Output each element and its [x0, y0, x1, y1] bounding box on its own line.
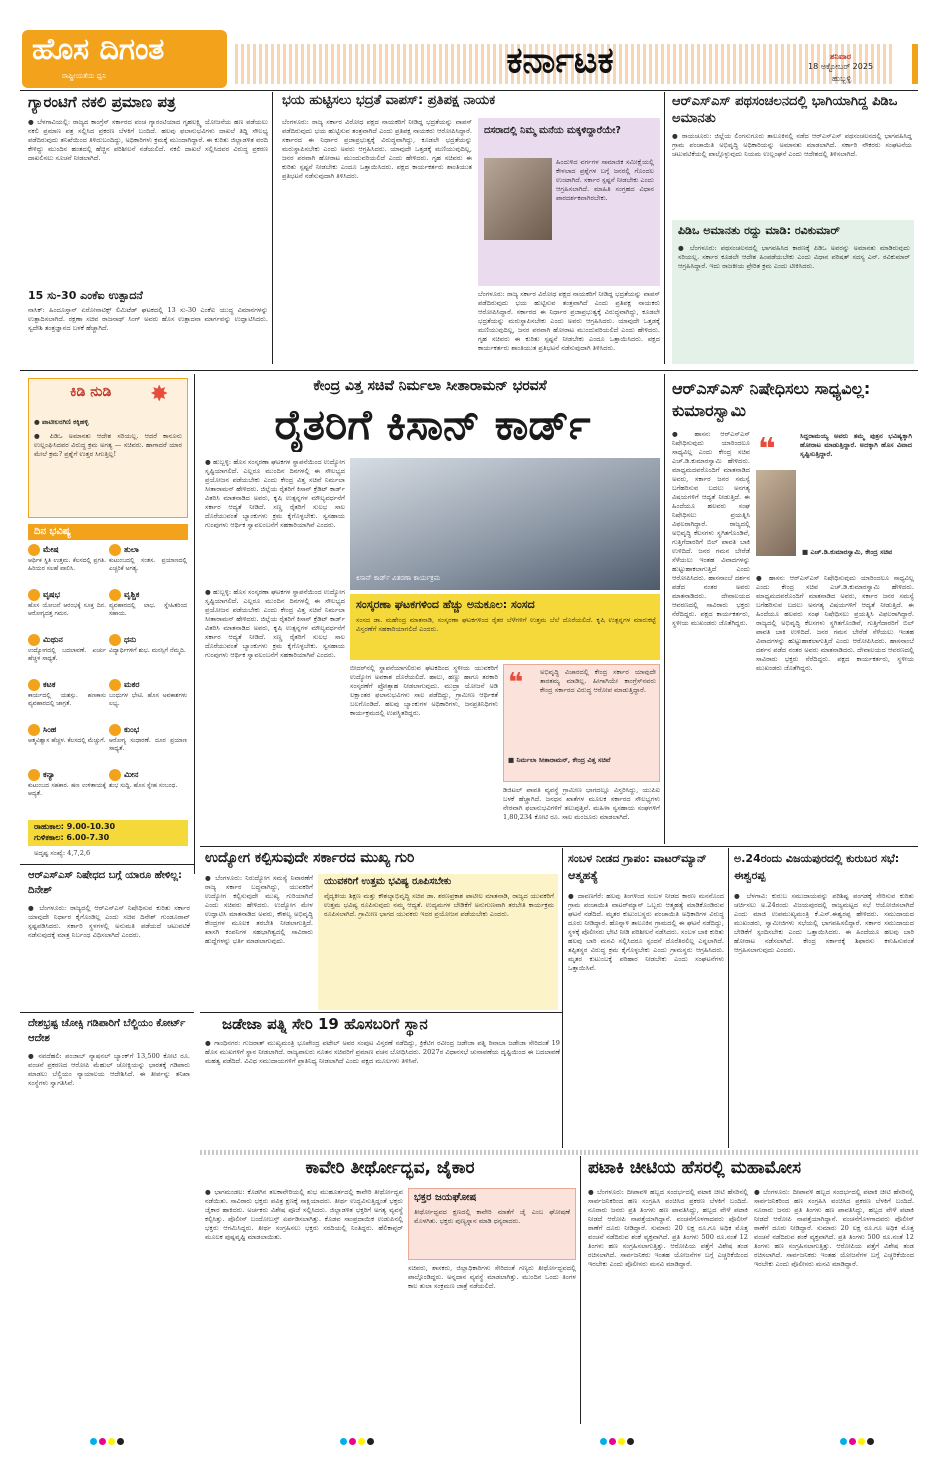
kuruba-body: ● ಬೆಳಗಾವಿ: ಕುರುಬ ಸಮುದಾಯವನ್ನು ಪರಿಶಿಷ್ಟ ಪಂಗಡಕ್ಕೆ ಸೇರಿಸುವ ಕುರಿತು ಚರ್ಚಿಸಲು ಅ.24ರಂದು ವಿಜಯಪುರದಲ್ಲಿ ರಾಜ್ಯಮಟ್ಟದ ಸಭೆ ಆಯೋಜಿಸಲಾಗಿದೆ ಎಂದು ಮಾಜಿ ಉಪಮುಖ್ಯಮಂತ್ರಿ ಕೆ.ಎಸ್.ಈಶ್ವರಪ್ಪ ಹೇಳಿದರು. ಸಮುದಾಯದ ಮುಖಂಡರು, ಸ್ವಾಮೀಜಿಗಳು ಸಭೆಯಲ್ಲಿ ಭಾಗವಹಿಸಲಿದ್ದಾರೆ. ಸರ್ಕಾರ ಸಮುದಾಯದ ಬೇಡಿಕೆಗೆ ಸ್ಪಂದಿಸಬೇಕು ಎಂದು ಒತ್ತಾಯಿಸಿದರು. ಈ ಹಿಂದೆಯೂ ಹಲವು ಬಾರಿ ಹೋರಾಟ ನಡೆಸಲಾಗಿದೆ. ಕೇಂದ್ರ ಸರ್ಕಾರಕ್ಕೆ ಶಿಫಾರಸು ಕಳುಹಿಸುವಂತೆ ಆಗ್ರಹಿಸಲಾಗುವುದು ಎಂದರು.: [734, 892, 914, 954]
divider: [562, 848, 563, 1148]
registration-dot: [117, 1438, 124, 1445]
sign-name: ಮೀನ: [124, 770, 139, 779]
story-su30-body: ನಾಸಿಕ್: ಹಿಂದೂಸ್ತಾನ್ ಏರೋನಾಟಿಕ್ಸ್ ಲಿಮಿಟೆಡ್ ಘಟಕದಲ್ಲಿ 13 ಸು-30 ಎಂಕೆಐ ಯುದ್ಧ ವಿಮಾನಗಳನ್ನು ಉತ್ಪಾದಿಸಲಾಗಿದೆ. ರಕ್ಷಣಾ ಸಚಿವ ರಾಜನಾಥ್ ಸಿಂಗ್ ಅವರು ಹೊಸ ಉತ್ಪಾದನಾ ಮಾರ್ಗವನ್ನು ಉದ್ಘಾಟಿಸಿದರು. ಸ್ವದೇಶಿ ತಂತ್ರಜ್ಞಾನದ ಬಳಕೆ ಹೆಚ್ಚಾಗಿದೆ.: [28, 306, 268, 332]
sign-text: ಕಾರ್ಯದಲ್ಲಿ ಯಶಸ್ಸು. ಹಣಕಾಸು ವ್ಯವಹಾರದಲ್ಲಿ ಜಾಗ್ರತೆ.: [28, 692, 106, 707]
horoscope-sign: [109, 724, 187, 768]
sign-name: ಕಟಕ: [43, 680, 56, 689]
kumaraswamy-photo: [756, 470, 796, 556]
zodiac-icon: [28, 724, 40, 736]
headline-jadeja: ಜಡೇಜಾ ಪತ್ನಿ ಸೇರಿ 19 ಹೊಸಬರಿಗೆ ಸ್ಥಾನ: [222, 1015, 428, 1033]
registration-dot: [840, 1438, 847, 1445]
story-guarantee-body: ● ಬೆಳಗಾವಿಯಲ್ಲಿ: ರಾಜ್ಯದ ಕಾಂಗ್ರೆಸ್ ಸರ್ಕಾರದ ಪಂಚ ಗ್ಯಾರಂಟಿಯಾದ ಗೃಹಲಕ್ಷ್ಮಿ ಯೋಜನೆಯ ಹಣ ಪಡೆಯಲು ನಕಲಿ ಪ್ರಮಾಣ ಪತ್ರ ಸಲ್ಲಿಸಿದ ಪ್ರಕರಣ ಬೆಳಕಿಗೆ ಬಂದಿದೆ. ಹಲವು ಫಲಾನುಭವಿಗಳು ದಾಖಲೆ ತಿದ್ದಿ ಸೌಲಭ್ಯ ಪಡೆದಿರುವುದು ತನಿಖೆಯಿಂದ ತಿಳಿದುಬಂದಿದ್ದು, ಅಧಿಕಾರಿಗಳು ಕ್ರಮಕ್ಕೆ ಮುಂದಾಗಿದ್ದಾರೆ. ಈ ಕುರಿತು ಜಿಲ್ಲಾಡಳಿತ ವರದಿ ಕೇಳಿದ್ದು ಮುಂದಿನ ಹಂತದಲ್ಲಿ ಹೆಚ್ಚಿನ ಪರಿಶೀಲನೆ ನಡೆಯಲಿದೆ. ನಕಲಿ ದಾಖಲೆ ಸಲ್ಲಿಸಿದವರ ವಿರುದ್ಧ ಪ್ರಕರಣ ದಾಖಲಿಸಲು ಸೂಚನೆ ನೀಡಲಾಗಿದೆ.: [28, 118, 268, 162]
zodiac-icon: [109, 589, 121, 601]
headline-kisan: ರೈತರಿಗೆ ಕಿಸಾನ್ ಕಾರ್ಡ್: [274, 400, 591, 449]
sign-name: ಸಿಂಹ: [43, 725, 57, 734]
horoscope-sign: [28, 769, 106, 813]
kisan-photo: [350, 458, 660, 590]
registration-dot: [349, 1438, 356, 1445]
zodiac-icon: [109, 769, 121, 781]
divider: [728, 848, 729, 1148]
section-stripe: [200, 1150, 918, 1155]
sign-text: ಉದ್ಯೋಗದಲ್ಲಿ ಬದಲಾವಣೆ. ಖರ್ಚು ಹೆಚ್ಚಳ ಸಾಧ್ಯತೆ.: [28, 647, 106, 662]
sub-headline: ಸಂಸ್ಕರಣಾ ಘಟಕಗಳಿಂದ ಹೆಚ್ಚು ಅನುಕೂಲ: ಸಂಸದ: [356, 598, 535, 611]
survey-continued: ಬೆಂಗಳೂರು: ರಾಜ್ಯ ಸರ್ಕಾರ ವಿರೋಧ ಪಕ್ಷದ ನಾಯಕರಿಗೆ ನೀಡಿದ್ದ ಭದ್ರತೆಯನ್ನು ವಾಪಸ್ ಪಡೆದಿರುವುದು ಭಯ ಹುಟ್ಟಿಸುವ ತಂತ್ರವಾಗಿದೆ ಎಂದು ಪ್ರತಿಪಕ್ಷ ನಾಯಕರು ಆರೋಪಿಸಿದ್ದಾರೆ. ಸರ್ಕಾರದ ಈ ನಿರ್ಧಾರ ಪ್ರಜಾಪ್ರಭುತ್ವಕ್ಕೆ ವಿರುದ್ಧವಾಗಿದ್ದು, ಕೂಡಲೇ ಭದ್ರತೆಯನ್ನು ಮರುಸ್ಥಾಪಿಸಬೇಕು ಎಂದು ಅವರು ಆಗ್ರಹಿಸಿದರು. ಯಾವುದೇ ಒತ್ತಡಕ್ಕೆ ಮಣಿಯುವುದಿಲ್ಲ, ಜನರ ಪರವಾಗಿ ಹೋರಾಟ ಮುಂದುವರಿಯಲಿದೆ ಎಂದು ಹೇಳಿದರು. ಗೃಹ ಸಚಿವರು ಈ ಕುರಿತು ಸ್ಪಷ್ಟನೆ ನೀಡಬೇಕು ಎಂದೂ ಒತ್ತಾಯಿಸಿದರು. ಪಕ್ಷದ ಕಾರ್ಯಕರ್ತರು ಶಾಂತಿಯುತ ಪ್ರತಿಭಟನೆ ನಡೆಸುವುದಾಗಿ ತಿಳಿಸಿದರು.: [478, 290, 660, 352]
newspaper-logo: ಹೊಸ ದಿಗಂತ: [32, 32, 165, 67]
horoscope-sign: [28, 634, 106, 678]
pataki-col2: ● ಬೆಂಗಳೂರು: ದೀಪಾವಳಿ ಹಬ್ಬದ ಸಂದರ್ಭದಲ್ಲಿ ಪಟಾಕಿ ಚೀಟಿ ಹೆಸರಿನಲ್ಲಿ ಸಾರ್ವಜನಿಕರಿಂದ ಹಣ ಸಂಗ್ರಹಿಸಿ ವಂಚಿಸಿದ ಪ್ರಕರಣ ಬೆಳಕಿಗೆ ಬಂದಿದೆ. ನೂರಾರು ಜನರು ಪ್ರತಿ ತಿಂಗಳು ಹಣ ಪಾವತಿಸಿದ್ದು, ಹಬ್ಬದ ವೇಳೆ ಪಟಾಕಿ ನೀಡದೆ ಆರೋಪಿ ನಾಪತ್ತೆಯಾಗಿದ್ದಾನೆ. ವಂಚನೆಗೊಳಗಾದವರು ಪೊಲೀಸ್ ಠಾಣೆಗೆ ದೂರು ನೀಡಿದ್ದಾರೆ. ಸುಮಾರು 20 ಲಕ್ಷ ರೂ.ಗೂ ಅಧಿಕ ಮೊತ್ತ ವಂಚನೆ ನಡೆದಿರುವ ಶಂಕೆ ವ್ಯಕ್ತವಾಗಿದೆ. ಪ್ರತಿ ತಿಂಗಳು 500 ರೂ.ನಂತೆ 12 ತಿಂಗಳು ಹಣ ಸಂಗ್ರಹಿಸಲಾಗುತ್ತಿತ್ತು. ಆರೋಪಿಯ ಪತ್ತೆಗೆ ವಿಶೇಷ ತಂಡ ರಚಿಸಲಾಗಿದೆ. ಸಾರ್ವಜನಿಕರು ಇಂತಹ ಯೋಜನೆಗಳ ಬಗ್ಗೆ ಎಚ್ಚರಿಕೆಯಿಂದ ಇರಬೇಕು ಎಂದು ಪೊಲೀಸರು ಮನವಿ ಮಾಡಿದ್ದಾರೆ.: [754, 1188, 914, 1268]
horoscope-sign: [28, 679, 106, 723]
kisan-col2: ● ಹುಬ್ಬಳ್ಳಿ: ಹೊಸ ಸಂಸ್ಕರಣಾ ಘಟಕಗಳ ಸ್ಥಾಪನೆಯಿಂದ ಉದ್ಯೋಗ ಸೃಷ್ಟಿಯಾಗಲಿದೆ. ಎಲ್ಲರೂ ಮುಂದಿನ ದಿನಗಳಲ್ಲಿ ಈ ಸೌಲಭ್ಯದ ಪ್ರಯೋಜನ ಪಡೆಯಬೇಕು ಎಂದು ಕೇಂದ್ರ ವಿತ್ತ ಸಚಿವೆ ನಿರ್ಮಲಾ ಸೀತಾರಾಮನ್ ಹೇಳಿದರು. ಜಿಲ್ಲೆಯ ರೈತರಿಗೆ ಕಿಸಾನ್ ಕ್ರೆಡಿಟ್ ಕಾರ್ಡ್ ವಿತರಿಸಿ ಮಾತನಾಡಿದ ಅವರು, ಕೃಷಿ ಉತ್ಪನ್ನಗಳ ಮೌಲ್ಯವರ್ಧನೆಗೆ ಸರ್ಕಾರ ಆದ್ಯತೆ ನೀಡಿದೆ. ಸಣ್ಣ ರೈತರಿಗೆ ಸುಲಭ ಸಾಲ ದೊರೆಯುವಂತೆ ಬ್ಯಾಂಕುಗಳು ಕ್ರಮ ಕೈಗೊಳ್ಳಬೇಕು. ಸ್ವಸಹಾಯ ಗುಂಪುಗಳು ಆರ್ಥಿಕ ಸ್ವಾವಲಂಬನೆಗೆ ಸಹಕಾರಿಯಾಗಿವೆ ಎಂದರು.: [205, 588, 345, 659]
headline-udyoga: ಉದ್ಯೋಗ ಕಲ್ಪಿಸುವುದೇ ಸರ್ಕಾರದ ಮುಖ್ಯ ಗುರಿ: [205, 850, 415, 866]
headline-guarantee: ಗ್ಯಾರಂಟಿಗೆ ನಕಲಿ ಪ್ರಮಾಣ ಪತ್ರ: [28, 93, 176, 111]
divider: [580, 1156, 581, 1424]
sign-text: ಕುಟುಂಬದಲ್ಲಿ ಸಂತಸ. ಪ್ರಯಾಣದಲ್ಲಿ ಎಚ್ಚರಿಕೆ ಅಗತ್ಯ.: [109, 557, 187, 572]
divider: [20, 864, 194, 865]
registration-dot: [358, 1438, 365, 1445]
kisan-col3: ಬೀದರ್‌ನಲ್ಲಿ ಸ್ಥಾಪನೆಯಾಗಲಿರುವ ಘಟಕದಿಂದ ಸ್ಥಳೀಯ ಯುವಕರಿಗೆ ಉದ್ಯೋಗ ಅವಕಾಶ ದೊರೆಯಲಿದೆ. ಹಾಲು, ಹಣ್ಣು ಹಾಗೂ ತರಕಾರಿ ಸಂಸ್ಕರಣೆಗೆ ಪ್ರೋತ್ಸಾಹ ನೀಡಲಾಗುವುದು. ಮುದ್ರಾ ಯೋಜನೆ ಅಡಿ ಲಕ್ಷಾಂತರ ಫಲಾನುಭವಿಗಳು ಸಾಲ ಪಡೆದಿದ್ದು, ಗ್ರಾಮೀಣ ಆರ್ಥಿಕತೆ ಬಲಗೊಂಡಿದೆ. ಹಲವು ಬ್ಯಾಂಕುಗಳ ಅಧಿಕಾರಿಗಳು, ಜನಪ್ರತಿನಿಧಿಗಳು ಕಾರ್ಯಕ್ರಮದಲ್ಲಿ ಉಪಸ್ಥಿತರಿದ್ದರು.: [350, 664, 498, 717]
kidi-title: ಕಿಡಿ ನುಡಿ: [70, 384, 112, 400]
divider: [20, 90, 918, 91]
sub-body: ಸಂಸದ ಡಾ. ಮಹೇಂದ್ರ ಮಾತನಾಡಿ, ಸಂಸ್ಕರಣಾ ಘಟಕಗಳಿಂದ ರೈತರ ಬೆಳೆಗಳಿಗೆ ಉತ್ತಮ ಬೆಲೆ ದೊರೆಯಲಿದೆ. ಕೃಷಿ ಉತ್ಪನ್ನಗಳ ಮಾರುಕಟ್ಟೆ ವಿಸ್ತರಣೆಗೆ ಸಹಕಾರಿಯಾಗಲಿದೆ ಎಂದರು.: [356, 616, 656, 633]
udyoga-box-body: ವೈದ್ಯಕೀಯ ಶಿಕ್ಷಣ ಮತ್ತು ಕೌಶಲ್ಯಾಭಿವೃದ್ಧಿ ಸಚಿವ ಡಾ. ಶರಣಪ್ರಕಾಶ ಪಾಟೀಲ ಮಾತನಾಡಿ, ರಾಜ್ಯದ ಯುವಕರಿಗೆ ಉತ್ತಮ ಭವಿಷ್ಯ ರೂಪಿಸುವುದು ನಮ್ಮ ಆದ್ಯತೆ. ಉದ್ಯಮಗಳ ಬೇಡಿಕೆಗೆ ಅನುಗುಣವಾಗಿ ತರಬೇತಿ ಕಾರ್ಯಕ್ರಮ ರೂಪಿಸಲಾಗಿದೆ. ಗ್ರಾಮೀಣ ಭಾಗದ ಯುವಕರು ಇದರ ಪ್ರಯೋಜನ ಪಡೆಯಬೇಕು ಎಂದರು.: [324, 892, 554, 918]
headline-su30: 15 ಸು-30 ಎಂಕೆಐ ಉತ್ಪಾದನೆ: [28, 289, 143, 302]
spark-icon: ✸: [150, 382, 169, 407]
divider: [664, 92, 665, 364]
horoscope-sign: [109, 544, 187, 588]
zodiac-icon: [28, 679, 40, 691]
registration-dot: [99, 1438, 106, 1445]
zodiac-icon: [109, 544, 121, 556]
story-pdo-revoke-body: ● ಬೆಂಗಳೂರು: ಪಥಸಂಚಲನದಲ್ಲಿ ಭಾಗವಹಿಸಿದ ಕಾರಣಕ್ಕೆ ಪಿಡಿಒ ಅವರನ್ನು ಅಮಾನತು ಮಾಡಿರುವುದು ಸರಿಯಲ್ಲ. ಸರ್ಕಾರ ಕೂಡಲೇ ಆದೇಶ ಹಿಂಪಡೆಯಬೇಕು ಎಂದು ವಿಧಾನ ಪರಿಷತ್ ಸದಸ್ಯ ಎನ್. ರವಿಕುಮಾರ್ ಆಗ್ರಹಿಸಿದ್ದಾರೆ. ಇದು ರಾಜಕೀಯ ಪ್ರೇರಿತ ಕ್ರಮ ಎಂದು ಟೀಕಿಸಿದರು.: [678, 244, 910, 270]
divider: [194, 374, 195, 874]
kaveri-box-body: ತೀರ್ಥೋದ್ಭವದ ಕ್ಷಣದಲ್ಲಿ ಕಾವೇರಿ ಮಾತೆಗೆ ಜೈ ಎಂಬ ಘೋಷಣೆ ಮೊಳಗಿತು. ಭಕ್ತರು ಪುಣ್ಯಸ್ನಾನ ಮಾಡಿ ಧನ್ಯರಾದರು.: [414, 1208, 570, 1225]
rahukala: ರಾಹುಕಾಲ: 9.00-10.30: [34, 822, 116, 831]
gulikakala: ಗುಳಿಕಕಾಲ: 6.00-7.30: [34, 833, 110, 842]
divider: [664, 374, 665, 844]
pataki-col1: ● ಬೆಂಗಳೂರು: ದೀಪಾವಳಿ ಹಬ್ಬದ ಸಂದರ್ಭದಲ್ಲಿ ಪಟಾಕಿ ಚೀಟಿ ಹೆಸರಿನಲ್ಲಿ ಸಾರ್ವಜನಿಕರಿಂದ ಹಣ ಸಂಗ್ರಹಿಸಿ ವಂಚಿಸಿದ ಪ್ರಕರಣ ಬೆಳಕಿಗೆ ಬಂದಿದೆ. ನೂರಾರು ಜನರು ಪ್ರತಿ ತಿಂಗಳು ಹಣ ಪಾವತಿಸಿದ್ದು, ಹಬ್ಬದ ವೇಳೆ ಪಟಾಕಿ ನೀಡದೆ ಆರೋಪಿ ನಾಪತ್ತೆಯಾಗಿದ್ದಾನೆ. ವಂಚನೆಗೊಳಗಾದವರು ಪೊಲೀಸ್ ಠಾಣೆಗೆ ದೂರು ನೀಡಿದ್ದಾರೆ. ಸುಮಾರು 20 ಲಕ್ಷ ರೂ.ಗೂ ಅಧಿಕ ಮೊತ್ತ ವಂಚನೆ ನಡೆದಿರುವ ಶಂಕೆ ವ್ಯಕ್ತವಾಗಿದೆ. ಪ್ರತಿ ತಿಂಗಳು 500 ರೂ.ನಂತೆ 12 ತಿಂಗಳು ಹಣ ಸಂಗ್ರಹಿಸಲಾಗುತ್ತಿತ್ತು. ಆರೋಪಿಯ ಪತ್ತೆಗೆ ವಿಶೇಷ ತಂಡ ರಚಿಸಲಾಗಿದೆ. ಸಾರ್ವಜನಿಕರು ಇಂತಹ ಯೋಜನೆಗಳ ಬಗ್ಗೆ ಎಚ್ಚರಿಕೆಯಿಂದ ಇರಬೇಕು ಎಂದು ಪೊಲೀಸರು ಮನವಿ ಮಾಡಿದ್ದಾರೆ.: [588, 1188, 748, 1268]
rss-dinesh-body: ● ಬೆಂಗಳೂರು: ರಾಜ್ಯದಲ್ಲಿ ಆರ್‌ಎಸ್‌ಎಸ್ ನಿಷೇಧಿಸುವ ಕುರಿತು ಸರ್ಕಾರ ಯಾವುದೇ ನಿರ್ಧಾರ ಕೈಗೊಂಡಿಲ್ಲ ಎಂದು ಸಚಿವ ದಿನೇಶ್ ಗುಂಡೂರಾವ್ ಸ್ಪಷ್ಟಪಡಿಸಿದರು. ಸರ್ಕಾರಿ ಸ್ಥಳಗಳಲ್ಲಿ ಅನುಮತಿ ಪಡೆಯದೆ ಚಟುವಟಿಕೆ ನಡೆಸುವುದಕ್ಕೆ ಮಾತ್ರ ನಿರ್ಬಂಧ ವಿಧಿಸಲಾಗಿದೆ ಎಂದರು.: [28, 904, 190, 939]
kisan-photo-caption: ಕಿಸಾನ್ ಕಾರ್ಡ್ ವಿತರಣಾ ಕಾರ್ಯಕ್ರಮ: [356, 574, 441, 582]
zodiac-icon: [28, 589, 40, 601]
sign-text: ಆರ್ಥಿಕ ಸ್ಥಿತಿ ಉತ್ತಮ. ಕೆಲಸದಲ್ಲಿ ಪ್ರಗತಿ. ಹಿರಿಯರ ಸಲಹೆ ಪಾಲಿಸಿ.: [28, 557, 106, 572]
horoscope-sign: [28, 724, 106, 768]
issue-day: ಶನಿವಾರ: [830, 52, 852, 61]
kumaraswamy-col1: ● ಹಾಸನ: ಆರ್‌ಎಸ್‌ಎಸ್ ನಿಷೇಧಿಸುವುದು ಯಾರಿಂದಲೂ ಸಾಧ್ಯವಿಲ್ಲ ಎಂದು ಕೇಂದ್ರ ಸಚಿವ ಎಚ್.ಡಿ.ಕುಮಾರಸ್ವಾಮಿ ಹೇಳಿದರು. ಮಾಧ್ಯಮದವರೊಂದಿಗೆ ಮಾತನಾಡಿದ ಅವರು, ಸರ್ಕಾರ ಜನರ ಸಮಸ್ಯೆ ಬಗೆಹರಿಸುವ ಬದಲು ಅನಗತ್ಯ ವಿಷಯಗಳಿಗೆ ಆದ್ಯತೆ ನೀಡುತ್ತಿದೆ. ಈ ಹಿಂದೆಯೂ ಹಲವರು ಸಂಘ ನಿಷೇಧಿಸಲು ಪ್ರಯತ್ನಿಸಿ ವಿಫಲರಾಗಿದ್ದಾರೆ. ರಾಜ್ಯದಲ್ಲಿ ಅಭಿವೃದ್ಧಿ ಕೆಲಸಗಳು ಸ್ಥಗಿತಗೊಂಡಿವೆ, ಗುತ್ತಿಗೆದಾರರಿಗೆ ಬಿಲ್ ಪಾವತಿ ಬಾಕಿ ಉಳಿದಿದೆ. ಜನರ ಗಮನ ಬೇರೆಡೆ ಸೆಳೆಯಲು ಇಂತಹ ವಿವಾದಗಳನ್ನು ಹುಟ್ಟುಹಾಕಲಾಗುತ್ತಿದೆ ಎಂದು ಆರೋಪಿಸಿದರು. ಹಾಸನಾಂಬೆ ದರ್ಶನ ಪಡೆದ ನಂತರ ಅವರು ಮಾತನಾಡಿದರು. ದೇವಾಲಯದ ಆವರಣದಲ್ಲಿ ಸಾವಿರಾರು ಭಕ್ತರು ನೆರೆದಿದ್ದರು. ಪಕ್ಷದ ಕಾರ್ಯಕರ್ತರು, ಸ್ಥಳೀಯ ಮುಖಂಡರು ಜೊತೆಗಿದ್ದರು.: [672, 430, 750, 627]
registration-dot: [600, 1438, 607, 1445]
divider: [200, 1012, 562, 1013]
sign-name: ಮಕರ: [124, 680, 140, 689]
survey-body: ಹಿಂದುಳಿದ ವರ್ಗಗಳ ಸಾಮಾಜಿಕ ಸಮೀಕ್ಷೆಯಲ್ಲಿ ಕೇಳಲಾದ ಪ್ರಶ್ನೆಗಳ ಬಗ್ಗೆ ಜನರಲ್ಲಿ ಗೊಂದಲ ಉಂಟಾಗಿದೆ. ಸರ್ಕಾರ ಸ್ಪಷ್ಟನೆ ನೀಡಬೇಕು ಎಂದು ಆಗ್ರಹಿಸಲಾಗಿದೆ. ಮಾಹಿತಿ ಸಂಗ್ರಹದ ವಿಧಾನ ಪಾರದರ್ಶಕವಾಗಿರಬೇಕು.: [556, 158, 654, 202]
registration-dot: [90, 1438, 97, 1445]
kaveri-col2: ಸಚಿವರು, ಶಾಸಕರು, ಜಿಲ್ಲಾಧಿಕಾರಿಗಳು ಸೇರಿದಂತೆ ಗಣ್ಯರು ತೀರ್ಥೋದ್ಭವದಲ್ಲಿ ಪಾಲ್ಗೊಂಡಿದ್ದರು. ಅನ್ನದಾನ ವ್ಯವಸ್ಥೆ ಮಾಡಲಾಗಿತ್ತು. ಮುಂದಿನ ಒಂದು ತಿಂಗಳ ಕಾಲ ತುಲಾ ಸಂಕ್ರಮಣ ಜಾತ್ರೆ ನಡೆಯಲಿದೆ.: [408, 1264, 576, 1290]
sign-name: ವೃಷಭ: [43, 590, 60, 599]
kisan-col1: ● ಹುಬ್ಬಳ್ಳಿ: ಹೊಸ ಸಂಸ್ಕರಣಾ ಘಟಕಗಳ ಸ್ಥಾಪನೆಯಿಂದ ಉದ್ಯೋಗ ಸೃಷ್ಟಿಯಾಗಲಿದೆ. ಎಲ್ಲರೂ ಮುಂದಿನ ದಿನಗಳಲ್ಲಿ ಈ ಸೌಲಭ್ಯದ ಪ್ರಯೋಜನ ಪಡೆಯಬೇಕು ಎಂದು ಕೇಂದ್ರ ವಿತ್ತ ಸಚಿವೆ ನಿರ್ಮಲಾ ಸೀತಾರಾಮನ್ ಹೇಳಿದರು. ಜಿಲ್ಲೆಯ ರೈತರಿಗೆ ಕಿಸಾನ್ ಕ್ರೆಡಿಟ್ ಕಾರ್ಡ್ ವಿತರಿಸಿ ಮಾತನಾಡಿದ ಅವರು, ಕೃಷಿ ಉತ್ಪನ್ನಗಳ ಮೌಲ್ಯವರ್ಧನೆಗೆ ಸರ್ಕಾರ ಆದ್ಯತೆ ನೀಡಿದೆ. ಸಣ್ಣ ರೈತರಿಗೆ ಸುಲಭ ಸಾಲ ದೊರೆಯುವಂತೆ ಬ್ಯಾಂಕುಗಳು ಕ್ರಮ ಕೈಗೊಳ್ಳಬೇಕು. ಸ್ವಸಹಾಯ ಗುಂಪುಗಳು ಆರ್ಥಿಕ ಸ್ವಾವಲಂಬನೆಗೆ ಸಹಕಾರಿಯಾಗಿವೆ ಎಂದರು.: [205, 458, 345, 529]
kumaraswamy-quote: ಸಿದ್ದರಾಮಯ್ಯ ಅವರು ತಮ್ಮ ಪುತ್ರನ ಭವಿಷ್ಯಕ್ಕಾಗಿ ಹೋರಾಟ ಮಾಡುತ್ತಿದ್ದಾರೆ. ಅದಕ್ಕಾಗಿ ಹೊಸ ವಿವಾದ ಸೃಷ್ಟಿಸುತ್ತಿದ್ದಾರೆ.: [800, 432, 912, 458]
kaveri-box-title: ಭಕ್ತರ ಜಯಘೋಷ: [414, 1192, 477, 1203]
horoscope-sign: [109, 634, 187, 678]
sign-name: ಕನ್ಯಾ: [43, 770, 55, 779]
zodiac-icon: [109, 724, 121, 736]
survey-question: ದಸರಾದಲ್ಲಿ ನಿಮ್ಮ ಮನೆಯ ಮಕ್ಕಳಿದ್ದಾರೆಯೇ?: [484, 125, 621, 136]
registration-dot: [849, 1438, 856, 1445]
zodiac-icon: [109, 679, 121, 691]
quote-text: ಅಭಿವೃದ್ಧಿ ವಿಚಾರದಲ್ಲಿ ಕೇಂದ್ರ ಸರ್ಕಾರ ಯಾವುದೇ ತಾರತಮ್ಯ ಮಾಡಿಲ್ಲ. ಹೀಗಾಗಿಯೇ ಕಾಂಗ್ರೆಸ್‌ನವರು ಕೇಂದ್ರ ಸರ್ಕಾರದ ವಿರುದ್ಧ ಆರೋಪ ಮಾಡುತ್ತಿದ್ದಾರೆ.: [540, 668, 656, 694]
sign-name: ಮಿಥುನ: [43, 635, 63, 644]
columnist-photo: [484, 158, 552, 240]
sign-name: ಮೇಷ: [43, 545, 59, 554]
headline-rss-pdo: ಆರ್‌ಎಸ್‌ಎಸ್ ಪಥಸಂಚಲನದಲ್ಲಿ ಭಾಗಿಯಾಗಿದ್ದ ಪಿಡಿಒ ಅಮಾನತು: [672, 94, 898, 126]
sign-text: ಕುಟುಂಬದ ಸಹಕಾರ. ಹಣ ಉಳಿತಾಯಕ್ಕೆ ಆದ್ಯತೆ.: [28, 782, 106, 797]
headline-bhaya: ಭಯ ಹುಟ್ಟಿಸಲು ಭದ್ರತೆ ವಾಪಸ್: ಪ್ರತಿಪಕ್ಷ ನಾಯಕ: [282, 93, 496, 108]
zodiac-icon: [28, 634, 40, 646]
jadeja-body: ● ಗಾಂಧಿನಗರ: ಗುಜರಾತ್ ಮುಖ್ಯಮಂತ್ರಿ ಭೂಪೇಂದ್ರ ಪಟೇಲ್ ಅವರ ಸಂಪುಟ ವಿಸ್ತರಣೆ ನಡೆದಿದ್ದು, ಕ್ರಿಕೆಟಿಗ ರವೀಂದ್ರ ಜಡೇಜಾ ಪತ್ನಿ ರಿವಾಬಾ ಜಡೇಜಾ ಸೇರಿದಂತೆ 19 ಹೊಸ ಮುಖಗಳಿಗೆ ಸ್ಥಾನ ನೀಡಲಾಗಿದೆ. ರಾಜ್ಯಪಾಲರು ನೂತನ ಸಚಿವರಿಗೆ ಪ್ರಮಾಣ ವಚನ ಬೋಧಿಸಿದರು. 2027ರ ವಿಧಾನಸಭೆ ಚುನಾವಣೆಯ ದೃಷ್ಟಿಯಿಂದ ಈ ಬದಲಾವಣೆ ಮಹತ್ವ ಪಡೆದಿದೆ. ವಿವಿಧ ಸಮುದಾಯಗಳಿಗೆ ಪ್ರಾತಿನಿಧ್ಯ ನೀಡಲಾಗಿದೆ ಎಂದು ಪಕ್ಷದ ಮೂಲಗಳು ತಿಳಿಸಿವೆ.: [205, 1039, 560, 1065]
issue-date: 18 ಅಕ್ಟೋಬರ್ 2025: [808, 62, 874, 71]
lucky-numbers: ಅದೃಷ್ಟ ಸಂಖ್ಯೆ: 4,7,2,6: [34, 849, 91, 857]
udyoga-box-title: ಯುವಕರಿಗೆ ಉತ್ತಮ ಭವಿಷ್ಯ ರೂಪಿಸಬೇಕು: [324, 876, 452, 887]
sign-text: ವಿದ್ಯಾರ್ಥಿಗಳಿಗೆ ಶುಭ. ಮನಸ್ಸಿಗೆ ನೆಮ್ಮದಿ.: [109, 647, 186, 654]
sign-name: ವೃಶ್ಚಿಕ: [124, 590, 140, 599]
headline-choksi: ದೇಶಭ್ರಷ್ಟ ಚೋಕ್ಸಿ ಗಡಿಪಾರಿಗೆ ಬೆಲ್ಜಿಯಂ ಕೋರ್ಟ್ ಆದೇಶ: [28, 1018, 186, 1044]
sign-name: ತುಲಾ: [124, 545, 139, 554]
horoscope-sign: [109, 589, 187, 633]
sign-name: ಕುಂಭ: [124, 725, 140, 734]
sign-text: ಆರೋಗ್ಯ ಸುಧಾರಣೆ. ದೂರ ಪ್ರಯಾಣ ಸಾಧ್ಯತೆ.: [109, 737, 187, 752]
quote-icon: ❝: [758, 432, 776, 462]
registration-dot: [609, 1438, 616, 1445]
quote-attribution: ■ ನಿರ್ಮಲಾ ಸೀತಾರಾಮನ್, ಕೇಂದ್ರ ವಿತ್ತ ಸಚಿವೆ: [508, 756, 611, 764]
headline-pdo-revoke: ಪಿಡಿಒ ಅಮಾನತು ರದ್ದು ಮಾಡಿ: ರವಿಕುಮಾರ್: [678, 224, 840, 237]
kidi-byline: ● ಪಾಟೀಲರಗಿಣಿ ಕಕ್ಕಿಹಳ್ಳಿ: [34, 418, 89, 426]
quote-icon: ❝: [508, 668, 524, 694]
registration-dot: [618, 1438, 625, 1445]
kisan-kicker: ಕೇಂದ್ರ ವಿತ್ತ ಸಚಿವೆ ನಿರ್ಮಲಾ ಸೀತಾರಾಮನ್ ಭರವಸೆ: [313, 378, 547, 394]
registration-dot: [858, 1438, 865, 1445]
udyoga-body: ● ಬೆಂಗಳೂರು: ನಿರುದ್ಯೋಗ ಸಮಸ್ಯೆ ನಿವಾರಣೆಗೆ ರಾಜ್ಯ ಸರ್ಕಾರ ಬದ್ಧವಾಗಿದ್ದು, ಯುವಕರಿಗೆ ಉದ್ಯೋಗ ಕಲ್ಪಿಸುವುದೇ ಮುಖ್ಯ ಗುರಿಯಾಗಿದೆ ಎಂದು ಸಚಿವರು ಹೇಳಿದರು. ಉದ್ಯೋಗ ಮೇಳ ಉದ್ಘಾಟಿಸಿ ಮಾತನಾಡಿದ ಅವರು, ಕೌಶಲ್ಯ ಅಭಿವೃದ್ಧಿ ಕೇಂದ್ರಗಳ ಮೂಲಕ ತರಬೇತಿ ನೀಡಲಾಗುತ್ತಿದೆ. ಖಾಸಗಿ ಕಂಪನಿಗಳ ಸಹಭಾಗಿತ್ವದಲ್ಲಿ ಸಾವಿರಾರು ಹುದ್ದೆಗಳನ್ನು ಭರ್ತಿ ಮಾಡಲಾಗುವುದು.: [205, 874, 313, 945]
section-title: ಕರ್ನಾಟಕ: [506, 40, 614, 81]
kumaraswamy-quote-by: ■ ಎಚ್.ಡಿ.ಕುಮಾರಸ್ವಾಮಿ, ಕೇಂದ್ರ ಸಚಿವ: [802, 548, 893, 556]
sign-text: ವ್ಯವಹಾರದಲ್ಲಿ ಲಾಭ. ಸ್ನೇಹಿತರಿಂದ ಸಹಾಯ.: [109, 602, 187, 617]
kidi-body: ● ಪಿಡಿಒ ಅಮಾನತು ಆದೇಶ ಸರಿಯಲ್ಲ. ಆದರೆ ಕಾನೂನು ಉಲ್ಲಂಘಿಸಿದವರ ವಿರುದ್ಧ ಕ್ರಮ ಅಗತ್ಯ — ಸಚಿವರು. ಹಾಗಾದರೆ ಯಾರ ಮೇಲೆ ಕ್ರಮ? ಪ್ರಶ್ನೆಗೆ ಉತ್ತರ ಸಿಗುತ್ತಿಲ್ಲ!: [34, 432, 182, 458]
headline-kumaraswamy: ಆರ್‌ಎಸ್‌ಎಸ್ ನಿಷೇಧಿಸಲು ಸಾಧ್ಯವಿಲ್ಲ: ಕುಮಾರಸ್ವಾಮಿ: [672, 379, 871, 420]
zodiac-icon: [109, 634, 121, 646]
registration-dot: [867, 1438, 874, 1445]
water-body: ● ದಾವಣಗೆರೆ: ಹಲವು ತಿಂಗಳಿಂದ ಸಂಬಳ ನೀಡದ ಕಾರಣ ಮನನೊಂದ ಗ್ರಾಮ ಪಂಚಾಯಿತಿ ವಾಟರ್‌ಮ್ಯಾನ್ ಒಬ್ಬರು ಆತ್ಮಹತ್ಯೆ ಮಾಡಿಕೊಂಡಿರುವ ಘಟನೆ ನಡೆದಿದೆ. ಮೃತರ ಕುಟುಂಬಸ್ಥರು ಪಂಚಾಯಿತಿ ಅಧಿಕಾರಿಗಳ ವಿರುದ್ಧ ದೂರು ನೀಡಿದ್ದಾರೆ. ಹೊನ್ನಾಳಿ ತಾಲೂಕಿನ ಗ್ರಾಮದಲ್ಲಿ ಈ ಘಟನೆ ನಡೆದಿದ್ದು, ಸ್ಥಳಕ್ಕೆ ಪೊಲೀಸರು ಭೇಟಿ ನೀಡಿ ಪರಿಶೀಲನೆ ನಡೆಸಿದರು. ಸಂಬಳ ಬಾಕಿ ಕುರಿತು ಹಲವು ಬಾರಿ ಮನವಿ ಸಲ್ಲಿಸಿದರೂ ಸ್ಪಂದನೆ ದೊರೆತಿರಲಿಲ್ಲ ಎನ್ನಲಾಗಿದೆ. ತಪ್ಪಿತಸ್ಥರ ವಿರುದ್ಧ ಕ್ರಮ ಕೈಗೊಳ್ಳಬೇಕು ಎಂದು ಗ್ರಾಮಸ್ಥರು ಆಗ್ರಹಿಸಿದರು. ಮೃತರ ಕುಟುಂಬಕ್ಕೆ ಪರಿಹಾರ ನೀಡಬೇಕು ಎಂದು ಸಂಘಟನೆಗಳು ಒತ್ತಾಯಿಸಿವೆ.: [568, 892, 724, 972]
headline-water: ಸಂಬಳ ನೀಡದ ಗ್ರಾಪಂ: ವಾಟರ್‌ಮ್ಯಾನ್ ಆತ್ಮಹತ್ಯೆ: [568, 852, 707, 882]
sign-text: ಹೊಸ ಯೋಜನೆ ಆರಂಭಕ್ಕೆ ಸೂಕ್ತ ದಿನ. ಆರೋಗ್ಯದತ್ತ ಗಮನ.: [28, 602, 106, 617]
headline-rss-dinesh: ಆರ್‌ಎಸ್‌ಎಸ್ ನಿಷೇಧದ ಬಗ್ಗೆ ಯಾರೂ ಹೇಳಿಲ್ಲ: ದಿನೇಶ್: [28, 870, 182, 896]
sign-text: ಬಂಧುಗಳ ಭೇಟಿ. ಹೊಸ ಅವಕಾಶಗಳು ಲಭ್ಯ.: [109, 692, 187, 707]
story-rss-pdo-body: ● ರಾಯಚೂರು: ಜಿಲ್ಲೆಯ ಲಿಂಗಸುಗೂರು ತಾಲೂಕಿನಲ್ಲಿ ನಡೆದ ಆರ್‌ಎಸ್‌ಎಸ್ ಪಥಸಂಚಲನದಲ್ಲಿ ಭಾಗವಹಿಸಿದ್ದ ಗ್ರಾಮ ಪಂಚಾಯಿತಿ ಅಭಿವೃದ್ಧಿ ಅಧಿಕಾರಿಯನ್ನು ಅಮಾನತು ಮಾಡಲಾಗಿದೆ. ಸರ್ಕಾರಿ ನೌಕರರು ಸಂಘಟನೆಯ ಚಟುವಟಿಕೆಯಲ್ಲಿ ಪಾಲ್ಗೊಳ್ಳುವುದು ನಿಯಮ ಉಲ್ಲಂಘನೆ ಎಂದು ಆದೇಶದಲ್ಲಿ ತಿಳಿಸಲಾಗಿದೆ.: [672, 132, 912, 158]
zodiac-icon: [28, 769, 40, 781]
headline-pataki: ಪಟಾಕಿ ಚೀಟಿಯ ಹೆಸರಲ್ಲಿ ಮಹಾಮೋಸ: [588, 1158, 802, 1178]
print-registration-marks: [0, 1432, 945, 1452]
kaveri-body: ● ಭಾಗಮಂಡಲ: ಕೊಡಗಿನ ತಲಕಾವೇರಿಯಲ್ಲಿ ಶುಭ ಮುಹೂರ್ತದಲ್ಲಿ ಕಾವೇರಿ ತೀರ್ಥೋದ್ಭವ ನಡೆಯಿತು. ಸಾವಿರಾರು ಭಕ್ತರು ಪವಿತ್ರ ಕ್ಷಣಕ್ಕೆ ಸಾಕ್ಷಿಯಾದರು. ತೀರ್ಥ ಉದ್ಭವಿಸುತ್ತಿದ್ದಂತೆ ಭಕ್ತರು ಜೈಕಾರ ಹಾಕಿದರು. ಅರ್ಚಕರು ವಿಶೇಷ ಪೂಜೆ ಸಲ್ಲಿಸಿದರು. ಜಿಲ್ಲಾಡಳಿತ ಭಕ್ತರಿಗೆ ಅಗತ್ಯ ವ್ಯವಸ್ಥೆ ಕಲ್ಪಿಸಿತ್ತು. ಪೊಲೀಸ್ ಬಂದೋಬಸ್ತ್ ಏರ್ಪಡಿಸಲಾಗಿತ್ತು. ಕೊಡವ ಸಾಂಪ್ರದಾಯಿಕ ಉಡುಪಿನಲ್ಲಿ ಭಕ್ತರು ಆಗಮಿಸಿದ್ದರು. ತೀರ್ಥ ಸಂಗ್ರಹಿಸಲು ಭಕ್ತರು ಸರದಿಯಲ್ಲಿ ನಿಂತಿದ್ದರು. ಹೆಲಿಕಾಪ್ಟರ್ ಮೂಲಕ ಪುಷ್ಪವೃಷ್ಟಿ ಮಾಡಲಾಯಿತು.: [205, 1188, 403, 1241]
zodiac-icon: [28, 544, 40, 556]
sign-text: ಆತ್ಮವಿಶ್ವಾಸ ಹೆಚ್ಚಳ. ಕೆಲಸದಲ್ಲಿ ಮೆಚ್ಚುಗೆ.: [28, 737, 106, 744]
corner-accent: [912, 44, 918, 84]
horoscope-grid: [28, 544, 188, 818]
logo-tagline: ರಾಷ್ಟ್ರೀಯತೆಯ ಧ್ವನಿ: [62, 72, 107, 80]
sign-name: ಧನು: [124, 635, 137, 644]
horoscope-sign: [109, 769, 187, 813]
horoscope-title: ದಿನ ಭವಿಷ್ಯ: [34, 526, 71, 537]
headline-kuruba: ಅ.24ರಂದು ವಿಜಯಪುರದಲ್ಲಿ ಕುರುಬರ ಸಭೆ: ಈಶ್ವರಪ್ಪ: [734, 852, 900, 882]
horoscope-sign: [28, 589, 106, 633]
edition-city: ಹುಬ್ಬಳ್ಳಿ: [832, 74, 852, 83]
horoscope-sign: [28, 544, 106, 588]
kisan-col4: ಡಿಜಿಟಲ್ ಪಾವತಿ ವ್ಯವಸ್ಥೆ ಗ್ರಾಮೀಣ ಭಾಗದಲ್ಲೂ ವಿಸ್ತರಿಸಿದ್ದು, ಯುಪಿಐ ಬಳಕೆ ಹೆಚ್ಚಾಗಿದೆ. ಜನಧನ ಖಾತೆಗಳ ಮೂಲಕ ಸರ್ಕಾರದ ಸೌಲಭ್ಯಗಳು ನೇರವಾಗಿ ಫಲಾನುಭವಿಗಳಿಗೆ ತಲುಪುತ್ತಿವೆ. ಮಹಿಳಾ ಸ್ವಸಹಾಯ ಸಂಘಗಳಿಗೆ 1,80,234 ಕೋಟಿ ರೂ. ಸಾಲ ಮಂಜೂರು ಮಾಡಲಾಗಿದೆ.: [503, 786, 660, 821]
divider: [272, 92, 273, 364]
headline-kaveri: ಕಾವೇರಿ ತೀರ್ಥೋದ್ಭವ, ಜೈಕಾರ: [305, 1158, 475, 1178]
registration-dot: [108, 1438, 115, 1445]
registration-dot: [627, 1438, 634, 1445]
divider: [20, 1012, 194, 1013]
horoscope-sign: [109, 679, 187, 723]
choksi-body: ● ನವದೆಹಲಿ: ಪಂಜಾಬ್ ನ್ಯಾಷನಲ್ ಬ್ಯಾಂಕ್‌ಗೆ 13,500 ಕೋಟಿ ರೂ. ವಂಚನೆ ಪ್ರಕರಣದ ಆರೋಪಿ ಮೆಹುಲ್ ಚೋಕ್ಸಿಯನ್ನು ಭಾರತಕ್ಕೆ ಗಡಿಪಾರು ಮಾಡಲು ಬೆಲ್ಜಿಯಂ ನ್ಯಾಯಾಲಯ ಆದೇಶಿಸಿದೆ. ಈ ತೀರ್ಪನ್ನು ತನಿಖಾ ಸಂಸ್ಥೆಗಳು ಸ್ವಾಗತಿಸಿವೆ.: [28, 1052, 190, 1087]
divider: [200, 846, 918, 847]
divider: [20, 370, 918, 371]
story-bhaya-body: ಬೆಂಗಳೂರು: ರಾಜ್ಯ ಸರ್ಕಾರ ವಿರೋಧ ಪಕ್ಷದ ನಾಯಕರಿಗೆ ನೀಡಿದ್ದ ಭದ್ರತೆಯನ್ನು ವಾಪಸ್ ಪಡೆದಿರುವುದು ಭಯ ಹುಟ್ಟಿಸುವ ತಂತ್ರವಾಗಿದೆ ಎಂದು ಪ್ರತಿಪಕ್ಷ ನಾಯಕರು ಆರೋಪಿಸಿದ್ದಾರೆ. ಸರ್ಕಾರದ ಈ ನಿರ್ಧಾರ ಪ್ರಜಾಪ್ರಭುತ್ವಕ್ಕೆ ವಿರುದ್ಧವಾಗಿದ್ದು, ಕೂಡಲೇ ಭದ್ರತೆಯನ್ನು ಮರುಸ್ಥಾಪಿಸಬೇಕು ಎಂದು ಅವರು ಆಗ್ರಹಿಸಿದರು. ಯಾವುದೇ ಒತ್ತಡಕ್ಕೆ ಮಣಿಯುವುದಿಲ್ಲ, ಜನರ ಪರವಾಗಿ ಹೋರಾಟ ಮುಂದುವರಿಯಲಿದೆ ಎಂದು ಹೇಳಿದರು. ಗೃಹ ಸಚಿವರು ಈ ಕುರಿತು ಸ್ಪಷ್ಟನೆ ನೀಡಬೇಕು ಎಂದೂ ಒತ್ತಾಯಿಸಿದರು. ಪಕ್ಷದ ಕಾರ್ಯಕರ್ತರು ಶಾಂತಿಯುತ ಪ್ರತಿಭಟನೆ ನಡೆಸುವುದಾಗಿ ತಿಳಿಸಿದರು.: [282, 118, 472, 180]
kumaraswamy-col2: ● ಹಾಸನ: ಆರ್‌ಎಸ್‌ಎಸ್ ನಿಷೇಧಿಸುವುದು ಯಾರಿಂದಲೂ ಸಾಧ್ಯವಿಲ್ಲ ಎಂದು ಕೇಂದ್ರ ಸಚಿವ ಎಚ್.ಡಿ.ಕುಮಾರಸ್ವಾಮಿ ಹೇಳಿದರು. ಮಾಧ್ಯಮದವರೊಂದಿಗೆ ಮಾತನಾಡಿದ ಅವರು, ಸರ್ಕಾರ ಜನರ ಸಮಸ್ಯೆ ಬಗೆಹರಿಸುವ ಬದಲು ಅನಗತ್ಯ ವಿಷಯಗಳಿಗೆ ಆದ್ಯತೆ ನೀಡುತ್ತಿದೆ. ಈ ಹಿಂದೆಯೂ ಹಲವರು ಸಂಘ ನಿಷೇಧಿಸಲು ಪ್ರಯತ್ನಿಸಿ ವಿಫಲರಾಗಿದ್ದಾರೆ. ರಾಜ್ಯದಲ್ಲಿ ಅಭಿವೃದ್ಧಿ ಕೆಲಸಗಳು ಸ್ಥಗಿತಗೊಂಡಿವೆ, ಗುತ್ತಿಗೆದಾರರಿಗೆ ಬಿಲ್ ಪಾವತಿ ಬಾಕಿ ಉಳಿದಿದೆ. ಜನರ ಗಮನ ಬೇರೆಡೆ ಸೆಳೆಯಲು ಇಂತಹ ವಿವಾದಗಳನ್ನು ಹುಟ್ಟುಹಾಕಲಾಗುತ್ತಿದೆ ಎಂದು ಆರೋಪಿಸಿದರು. ಹಾಸನಾಂಬೆ ದರ್ಶನ ಪಡೆದ ನಂತರ ಅವರು ಮಾತನಾಡಿದರು. ದೇವಾಲಯದ ಆವರಣದಲ್ಲಿ ಸಾವಿರಾರು ಭಕ್ತರು ನೆರೆದಿದ್ದರು. ಪಕ್ಷದ ಕಾರ್ಯಕರ್ತರು, ಸ್ಥಳೀಯ ಮುಖಂಡರು ಜೊತೆಗಿದ್ದರು.: [756, 574, 914, 672]
registration-dot: [340, 1438, 347, 1445]
registration-dot: [367, 1438, 374, 1445]
sign-text: ಶುಭ ಸುದ್ದಿ. ಹೊಸ ಸ್ನೇಹ ಸಂಬಂಧ.: [109, 782, 178, 789]
